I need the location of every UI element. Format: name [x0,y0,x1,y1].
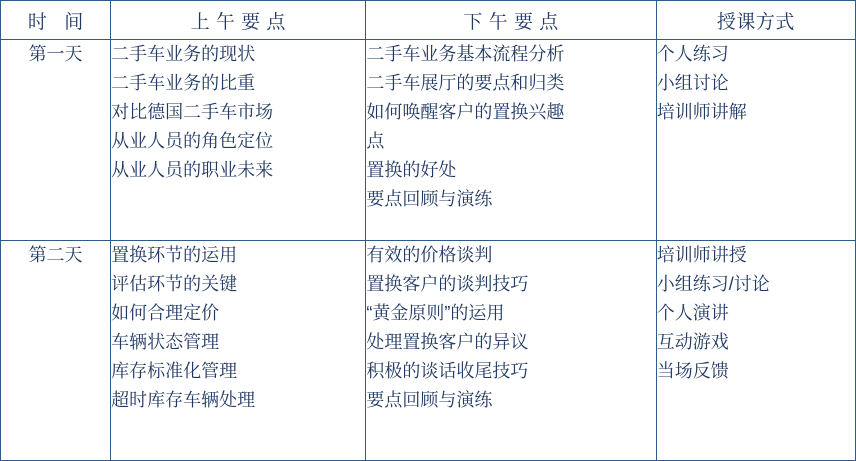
list-item: 小组练习/讨论 [656,274,770,294]
table-header-row [1,1,856,40]
list-item: 小组讨论 [656,73,729,93]
header-afternoon: 下 午 要 点 [366,1,656,40]
mode-day2 [656,241,855,461]
list-item: 积极的谈话收尾技巧 [366,361,529,381]
list-item: 点 [366,131,385,151]
list-item: “黄金原则”的运用 [366,303,505,323]
list-item: 置换客户的谈判技巧 [366,274,529,294]
header-morning: 上 午 要 点 [111,1,366,40]
day-label-1: 第一天 [1,40,111,241]
morning-points-day2 [111,241,366,461]
list-item: 二手车业务基本流程分析 [366,44,565,64]
list-item: 要点回顾与演练 [366,390,493,410]
list-item: 二手车业务的比重 [111,73,256,93]
list-item: 从业人员的职业未来 [111,160,274,180]
list-item: 有效的价格谈判 [366,245,493,265]
header-mode: 授课方式 [656,1,855,40]
list-item: 个人演讲 [656,303,729,323]
list-item: 当场反馈 [656,361,729,381]
list-item: 培训师讲解 [656,102,747,122]
list-item: 二手车展厅的要点和归类 [366,73,565,93]
table-row [1,241,856,461]
list-item: 要点回顾与演练 [366,189,493,209]
list-item: 处理置换客户的异议 [366,332,529,352]
list-item: 超时库存车辆处理 [111,390,256,410]
list-item: 车辆状态管理 [111,332,220,352]
list-item: 互动游戏 [656,332,729,352]
list-item: 置换环节的运用 [111,245,238,265]
day-label-2: 第二天 [1,241,111,461]
list-item: 个人练习 [656,44,729,64]
list-item: 评估环节的关键 [111,274,238,294]
list-item: 二手车业务的现状 [111,44,256,64]
list-item: 从业人员的角色定位 [111,131,274,151]
afternoon-points-day1 [366,40,656,241]
list-item: 对比德国二手车市场 [111,102,274,122]
morning-points-day1 [111,40,366,241]
list-item: 置换的好处 [366,160,457,180]
header-time: 时 间 [1,1,111,40]
list-item: 培训师讲授 [656,245,747,265]
list-item: 如何唤醒客户的置换兴趣 [366,102,565,122]
afternoon-points-day2 [366,241,656,461]
mode-day1 [656,40,855,241]
table-row [1,40,856,241]
list-item: 库存标准化管理 [111,361,238,381]
list-item: 如何合理定价 [111,303,220,323]
